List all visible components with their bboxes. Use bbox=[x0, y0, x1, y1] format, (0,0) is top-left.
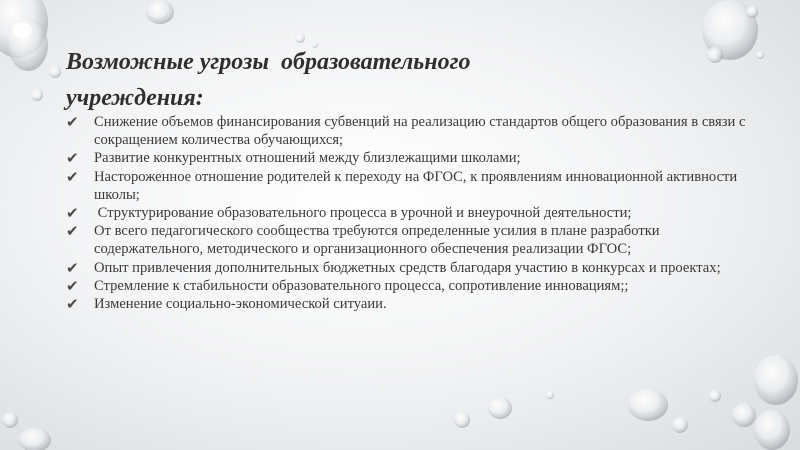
check-mark-icon: ✔ bbox=[66, 276, 79, 295]
check-mark-icon: ✔ bbox=[66, 167, 79, 186]
list-item-text: Структурирование образовательного процесса в урочной и внеурочной деятельности; bbox=[94, 205, 632, 222]
list-item bbox=[66, 204, 756, 222]
list-item-text: Опыт привлечения дополнительных бюджетных средств благодаря участию в конкурсах и проектах; bbox=[94, 259, 721, 276]
list-item-text: От всего педагогического сообщества требуются определенные усилия в плане разработки содержательного, методического и организационного обеспечения реализации ФГОС; bbox=[94, 223, 660, 258]
list-item bbox=[66, 277, 756, 295]
list-item-text: Развитие конкурентных отношений между близлежащими школами; bbox=[94, 150, 521, 167]
threats-list bbox=[66, 113, 756, 313]
list-item bbox=[66, 222, 756, 258]
list-item-text: Настороженное отношение родителей к переходу на ФГОС, к проявлениям инновационной активности школы; bbox=[94, 168, 738, 203]
list-item-text: Изменение социально-экономической ситуаии. bbox=[94, 296, 387, 313]
check-mark-icon: ✔ bbox=[66, 204, 79, 223]
list-item bbox=[66, 113, 756, 149]
slide-title bbox=[66, 44, 626, 116]
check-mark-icon: ✔ bbox=[66, 113, 79, 131]
title-line-1: Возможные угрозы образовательного bbox=[66, 49, 471, 75]
list-item bbox=[66, 168, 756, 204]
check-mark-icon: ✔ bbox=[66, 222, 79, 241]
list-item bbox=[66, 259, 756, 277]
list-item-text: Снижение объемов финансирования субвенций на реализацию стандартов общего образования в связи с сокращением количества обучающихся; bbox=[94, 114, 746, 149]
check-mark-icon: ✔ bbox=[66, 258, 79, 277]
title-line-2: учреждения: bbox=[66, 85, 204, 111]
list-item bbox=[66, 295, 756, 313]
check-mark-icon: ✔ bbox=[66, 149, 79, 168]
list-item-text: Стремление к стабильности образовательного процесса, сопротивление инновациям;; bbox=[94, 277, 629, 294]
check-mark-icon: ✔ bbox=[66, 295, 79, 314]
list-item bbox=[66, 149, 756, 167]
